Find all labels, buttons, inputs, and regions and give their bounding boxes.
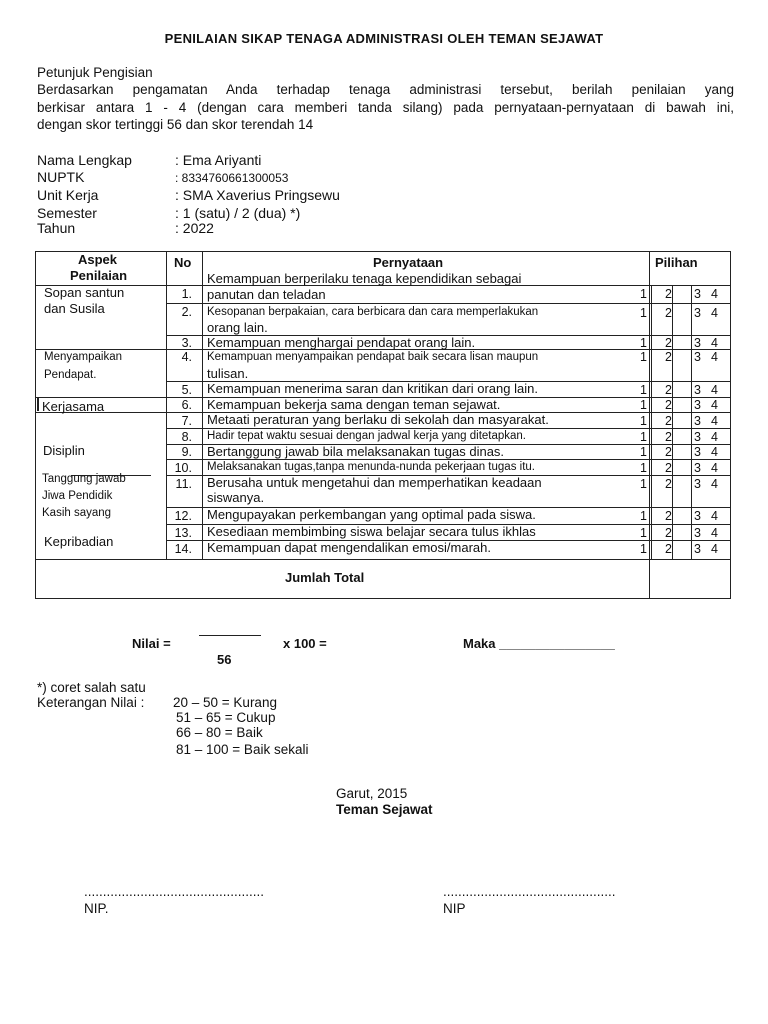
choice-1[interactable]: 1 — [640, 477, 647, 491]
row-number: 12. — [174, 509, 192, 523]
instructions-line: berkisar antara 1 - 4 (dengan cara memberi tanda silang) pada pernyataan-pernyataan di bawah ini, — [37, 99, 734, 115]
choice-1[interactable]: 1 — [640, 509, 647, 523]
fraction-line — [199, 635, 261, 636]
note-coret: *) coret salah satu — [37, 680, 146, 695]
choice-4[interactable]: 4 — [711, 287, 718, 301]
choice-2[interactable]: 2 — [665, 383, 672, 397]
choice-2[interactable]: 2 — [665, 414, 672, 428]
instructions-paragraph — [37, 81, 734, 134]
instructions-line: Berdasarkan pengamatan Anda terhadap tenaga administrasi tersebut, berilah penilaian yang — [37, 82, 734, 97]
signature-line-right[interactable]: .............................................. — [443, 884, 616, 899]
semester-value: : 1 (satu) / 2 (dua) *) — [175, 205, 301, 221]
row-number: 8. — [181, 430, 192, 444]
aspect-label: Kerjasama — [42, 399, 105, 414]
signature-line-left[interactable]: ................................................ — [84, 884, 265, 899]
choice-1[interactable]: 1 — [640, 430, 647, 444]
choice-4[interactable]: 4 — [711, 398, 718, 412]
choice-1[interactable]: 1 — [640, 383, 647, 397]
choice-1[interactable]: 1 — [640, 445, 647, 459]
choice-2[interactable]: 2 — [665, 398, 672, 412]
statement-text: Kemampuan menyampaikan pendapat baik secara lisan maupun — [207, 351, 539, 363]
aspect-label: Tanggung jawab — [42, 473, 126, 485]
statement-text: Kesopanan berpakaian, cara berbicara dan cara memperlakukan — [207, 306, 539, 318]
statement-text: Metaati peraturan yang berlaku di sekolah dan masyarakat. — [207, 412, 549, 427]
choice-2[interactable]: 2 — [665, 430, 672, 444]
choice-1[interactable]: 1 — [640, 398, 647, 412]
aspect-label: Pendapat. — [44, 369, 97, 381]
choice-4[interactable]: 4 — [711, 336, 718, 350]
choice-4[interactable]: 4 — [711, 526, 718, 540]
statement-text: Hadir tepat waktu sesuai dengan jadwal kerja yang ditetapkan. — [207, 430, 527, 442]
choice-3[interactable]: 3 — [694, 430, 701, 444]
assessment-table — [35, 251, 731, 599]
row-number: 13. — [174, 526, 192, 540]
choice-3[interactable]: 3 — [694, 336, 701, 350]
choice-2[interactable]: 2 — [665, 336, 672, 350]
choice-3[interactable]: 3 — [694, 306, 701, 320]
choice-2[interactable]: 2 — [665, 461, 672, 475]
choice-3[interactable]: 3 — [694, 445, 701, 459]
nilai-denominator: 56 — [217, 652, 232, 667]
row-number: 7. — [181, 414, 192, 428]
aspect-label: Disiplin — [43, 443, 85, 458]
table-border — [35, 598, 731, 599]
row-number: 2. — [181, 305, 192, 319]
column-divider — [202, 251, 203, 559]
row-number: 14. — [174, 542, 192, 556]
choice-3[interactable]: 3 — [694, 477, 701, 491]
instructions-heading: Petunjuk Pengisian — [37, 65, 153, 80]
signer-role: Teman Sejawat — [336, 802, 433, 817]
choice-4[interactable]: 4 — [711, 414, 718, 428]
statement-text: Kemampuan berperilaku tenaga kependidikan sebagai — [207, 271, 522, 286]
statement-text: Kemampuan menghargai pendapat orang lain. — [207, 335, 476, 350]
statement-text: Berusaha untuk mengetahui dan memperhatikan keadaan — [207, 475, 542, 490]
column-divider — [672, 285, 673, 559]
statement-text: Kemampuan bekerja sama dengan teman sejawat. — [207, 397, 501, 412]
row-number: 3. — [181, 336, 192, 350]
nuptk-label: NUPTK — [37, 169, 85, 185]
row-number: 1. — [181, 287, 192, 301]
choice-3[interactable]: 3 — [694, 414, 701, 428]
tahun-value: : 2022 — [175, 220, 214, 236]
column-divider — [691, 285, 692, 559]
choice-2[interactable]: 2 — [665, 477, 672, 491]
choice-4[interactable]: 4 — [711, 461, 718, 475]
choice-3[interactable]: 3 — [694, 526, 701, 540]
header-penilaian: Penilaian — [70, 268, 128, 283]
choice-1[interactable]: 1 — [640, 350, 647, 364]
statement-text: Melaksanakan tugas,tanpa menunda-nunda pekerjaan tugas itu. — [207, 461, 535, 473]
column-divider — [651, 285, 652, 559]
place-date: Garut, 2015 — [336, 786, 408, 801]
choice-3[interactable]: 3 — [694, 509, 701, 523]
choice-1[interactable]: 1 — [640, 461, 647, 475]
semester-label: Semester — [37, 205, 97, 221]
choice-2[interactable]: 2 — [665, 542, 672, 556]
statement-text: Kemampuan menerima saran dan kritikan dari orang lain. — [207, 381, 538, 396]
choice-3[interactable]: 3 — [694, 461, 701, 475]
aspect-label: Kepribadian — [44, 534, 114, 549]
choice-4[interactable]: 4 — [711, 542, 718, 556]
choice-3[interactable]: 3 — [694, 542, 701, 556]
maka-field[interactable]: Maka ________________ — [463, 636, 615, 651]
choice-4[interactable]: 4 — [711, 445, 718, 459]
choice-1[interactable]: 1 — [640, 336, 647, 350]
statement-text: Kesediaan membimbing siswa belajar secara tulus ikhlas — [207, 524, 536, 539]
aspect-label: Sopan santun — [44, 285, 125, 300]
stray-mark — [37, 397, 39, 411]
keterangan-range: 81 – 100 = Baik sekali — [176, 742, 309, 757]
column-divider — [166, 251, 167, 559]
nilai-label: Nilai = — [132, 636, 171, 651]
choice-1[interactable]: 1 — [640, 306, 647, 320]
statement-text: Mengupayakan perkembangan yang optimal pada siswa. — [207, 507, 536, 522]
choice-4[interactable]: 4 — [711, 509, 718, 523]
header-aspek: Aspek — [78, 252, 118, 267]
choice-1[interactable]: 1 — [640, 414, 647, 428]
choice-3[interactable]: 3 — [694, 287, 701, 301]
choice-4[interactable]: 4 — [711, 430, 718, 444]
statement-text: orang lain. — [207, 320, 268, 335]
aspect-label: Menyampaikan — [44, 351, 122, 363]
header-pilihan: Pilihan — [655, 255, 698, 270]
name-value: : Ema Ariyanti — [175, 152, 262, 168]
row-number: 9. — [181, 445, 192, 459]
row-number: 5. — [181, 383, 192, 397]
choice-2[interactable]: 2 — [665, 306, 672, 320]
choice-2[interactable]: 2 — [665, 350, 672, 364]
row-number: 10. — [174, 461, 192, 475]
choice-4[interactable]: 4 — [711, 383, 718, 397]
keterangan-label: Keterangan Nilai : — [37, 695, 145, 710]
nip-right: NIP — [443, 901, 466, 916]
choice-4[interactable]: 4 — [711, 306, 718, 320]
table-border — [35, 251, 36, 599]
nuptk-value: : 8334760661300053 — [175, 171, 289, 185]
choice-2[interactable]: 2 — [665, 526, 672, 540]
choice-2[interactable]: 2 — [665, 509, 672, 523]
choice-4[interactable]: 4 — [711, 477, 718, 491]
header-no: No — [174, 255, 192, 270]
nip-left: NIP. — [84, 901, 109, 916]
aspect-label: Kasih sayang — [42, 507, 112, 519]
name-label: Nama Lengkap — [37, 152, 132, 168]
statement-text: siswanya. — [207, 490, 265, 505]
choice-2[interactable]: 2 — [665, 287, 672, 301]
choice-4[interactable]: 4 — [711, 350, 718, 364]
aspect-label: dan Susila — [44, 301, 105, 316]
row-number: 4. — [181, 350, 192, 364]
unit-kerja-label: Unit Kerja — [37, 187, 99, 203]
header-pernyataan: Pernyataan — [373, 255, 444, 270]
choice-1[interactable]: 1 — [640, 542, 647, 556]
total-label: Jumlah Total — [285, 570, 365, 585]
row-number: 6. — [181, 398, 192, 412]
page-title: PENILAIAN SIKAP TENAGA ADMINISTRASI OLEH TEMAN SEJAWAT — [164, 31, 604, 46]
nilai-multiplier: x 100 = — [283, 636, 327, 651]
choice-1[interactable]: 1 — [640, 287, 647, 301]
row-divider — [35, 559, 731, 560]
choice-1[interactable]: 1 — [640, 526, 647, 540]
aspect-label: Jiwa Pendidik — [42, 490, 113, 502]
statement-text: tulisan. — [207, 366, 249, 381]
keterangan-range: 20 – 50 = Kurang — [173, 695, 277, 710]
row-number: 11. — [175, 477, 192, 491]
choice-3[interactable]: 3 — [694, 350, 701, 364]
tahun-label: Tahun — [37, 220, 76, 236]
keterangan-range: 51 – 65 = Cukup — [176, 710, 276, 725]
keterangan-range: 66 – 80 = Baik — [176, 725, 263, 740]
choice-3[interactable]: 3 — [694, 383, 701, 397]
statement-text: Kemampuan dapat mengendalikan emosi/marah. — [207, 540, 492, 555]
statement-text: Bertanggung jawab bila melaksanakan tugas dinas. — [207, 444, 505, 459]
choice-3[interactable]: 3 — [694, 398, 701, 412]
choice-2[interactable]: 2 — [665, 445, 672, 459]
row-divider — [166, 428, 731, 429]
table-border — [35, 251, 731, 252]
unit-kerja-value: : SMA Xaverius Pringsewu — [175, 187, 340, 203]
row-divider — [166, 459, 731, 460]
row-divider — [166, 303, 731, 304]
instructions-line: dengan skor tertinggi 56 dan skor terendah 14 — [37, 117, 314, 132]
statement-text: panutan dan teladan — [207, 287, 326, 302]
